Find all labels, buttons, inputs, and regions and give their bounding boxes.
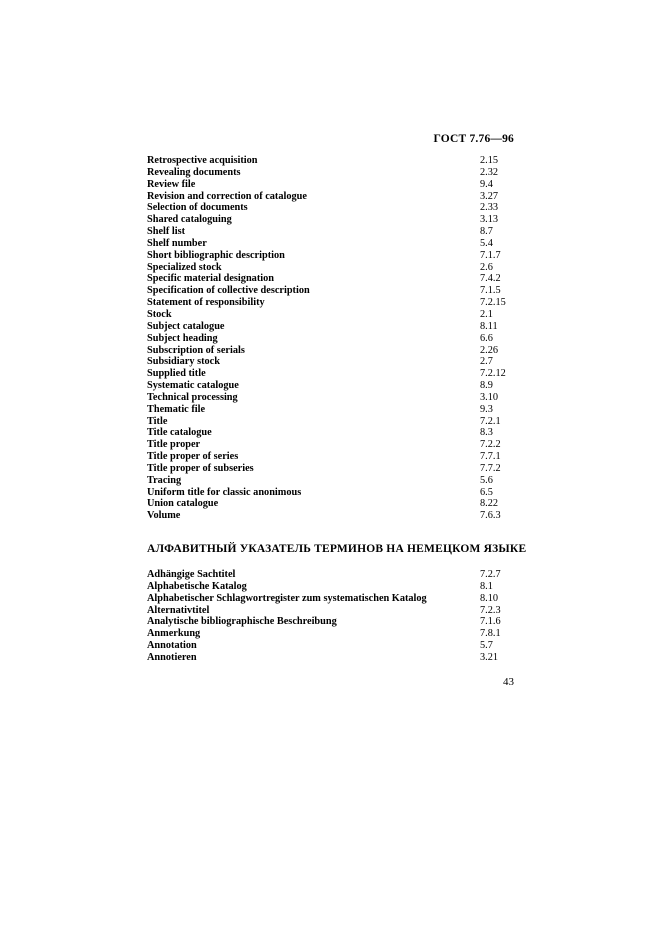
index-reference-number: 7.4.2 [480,273,501,285]
index-entry [147,487,547,499]
index-entry [147,285,547,297]
index-reference-number: 7.2.3 [480,604,501,616]
index-reference-number: 5.6 [480,474,493,486]
index-reference-number: 2.26 [480,344,499,356]
index-entry [147,498,547,510]
index-term: Review file [147,178,196,190]
index-entry [147,640,547,652]
index-reference-number: 7.6.3 [480,510,501,522]
index-reference-number: 2.1 [480,308,493,320]
index-reference-number: 2.15 [480,155,499,166]
index-term: Revealing documents [147,166,241,178]
index-term: Title catalogue [147,427,212,439]
index-entry [147,297,547,309]
index-term: Thematic file [147,403,206,415]
index-reference-number: 8.1 [480,580,493,592]
index-term: Shelf number [147,237,207,249]
index-entry [147,214,547,226]
index-entry [147,475,547,487]
index-term: Title [147,415,168,427]
index-reference-number: 8.11 [480,320,498,332]
index-term: Volume [147,510,181,522]
index-entry [147,155,547,167]
index-reference-number: 7.7.2 [480,462,501,474]
index-entry [147,321,547,333]
index-entry [147,179,547,191]
index-term: Statement of responsibility [147,297,265,309]
index-reference-number: 6.5 [480,486,493,498]
index-term: Alphabetischer Schlagwortregister zum systematischen Katalog [147,592,427,604]
index-term: Selection of documents [147,202,248,214]
index-reference-number: 8.9 [480,380,493,392]
index-reference-number: 5.4 [480,237,493,249]
index-term: Systematic catalogue [147,380,239,392]
index-term: Stock [147,308,172,320]
index-entry [147,404,547,416]
page-number: 43 [503,676,514,688]
index-reference-number: 7.2.2 [480,439,501,451]
index-reference-number: 7.8.1 [480,628,501,640]
index-term: Alternativtitel [147,604,210,616]
index-term: Shelf list [147,226,186,238]
index-term: Title proper [147,439,201,451]
index-term: Uniform title for classic anonimous [147,486,302,498]
index-entry [147,333,547,345]
index-term: Subscription of serials [147,344,245,356]
index-entry [147,226,547,238]
index-entry [147,416,547,428]
index-reference-number: 8.7 [480,226,493,238]
index-entry [147,569,547,581]
index-entry [147,380,547,392]
index-reference-number: 5.7 [480,640,493,652]
index-term: Technical processing [147,391,238,403]
index-reference-number: 3.21 [480,651,499,663]
index-reference-number: 8.10 [480,592,499,604]
index-term: Title proper of subseries [147,462,254,474]
index-reference-number: 7.1.7 [480,249,501,261]
german-term-index [147,569,547,664]
index-reference-number: 3.10 [480,391,499,403]
index-term: Subject heading [147,332,218,344]
index-reference-number: 9.3 [480,403,493,415]
english-term-index [147,155,547,522]
index-reference-number: 3.27 [480,190,499,202]
index-entry [147,238,547,250]
index-term: Short bibliographic description [147,249,285,261]
index-entry [147,451,547,463]
index-reference-number: 7.2.12 [480,368,506,380]
index-term: Revision and correction of catalogue [147,190,307,202]
index-entry [147,463,547,475]
index-term: Specific material designation [147,273,274,285]
index-reference-number: 3.13 [480,214,499,226]
index-reference-number: 8.22 [480,498,499,510]
index-term: Alphabetische Katalog [147,580,247,592]
index-entry [147,356,547,368]
index-entry [147,191,547,203]
index-term: Union catalogue [147,498,219,510]
index-reference-number: 7.2.1 [480,415,501,427]
index-term: Tracing [147,474,182,486]
index-entry [147,439,547,451]
index-reference-number: 2.32 [480,166,499,178]
document-code: ГОСТ 7.76—96 [433,133,514,145]
index-entry [147,250,547,262]
index-term: Supplied title [147,368,206,380]
index-entry [147,652,547,664]
index-entry [147,593,547,605]
index-reference-number: 7.1.6 [480,616,501,628]
index-reference-number: 2.7 [480,356,493,368]
index-entry [147,392,547,404]
index-entry [147,262,547,274]
index-term: Retrospective acquisition [147,155,258,166]
index-reference-number: 7.7.1 [480,451,501,463]
german-index-heading: АЛФАВИТНЫЙ УКАЗАТЕЛЬ ТЕРМИНОВ НА НЕМЕЦКОМ ЯЗЫКЕ [147,543,527,555]
index-entry [147,628,547,640]
index-reference-number: 6.6 [480,332,493,344]
index-reference-number: 7.2.15 [480,297,506,309]
index-term: Shared cataloguing [147,214,232,226]
index-entry [147,581,547,593]
index-entry [147,427,547,439]
index-reference-number: 8.3 [480,427,493,439]
index-term: Specialized stock [147,261,222,273]
index-entry [147,309,547,321]
index-entry [147,345,547,357]
index-reference-number: 2.6 [480,261,493,273]
index-entry [147,167,547,179]
index-term: Specification of collective description [147,285,310,297]
index-entry [147,510,547,522]
index-term: Annotation [147,640,197,652]
index-term: Subject catalogue [147,320,225,332]
index-term: Annotieren [147,651,197,663]
index-reference-number: 7.2.7 [480,569,501,580]
index-entry [147,605,547,617]
index-reference-number: 2.33 [480,202,499,214]
index-entry [147,616,547,628]
index-reference-number: 9.4 [480,178,493,190]
index-entry [147,273,547,285]
index-entry [147,202,547,214]
index-reference-number: 7.1.5 [480,285,501,297]
index-term: Anmerkung [147,628,201,640]
index-term: Subsidiary stock [147,356,220,368]
index-term: Adhängige Sachtitel [147,569,236,580]
index-term: Title proper of series [147,451,239,463]
index-term: Analytische bibliographische Beschreibung [147,616,337,628]
index-entry [147,368,547,380]
